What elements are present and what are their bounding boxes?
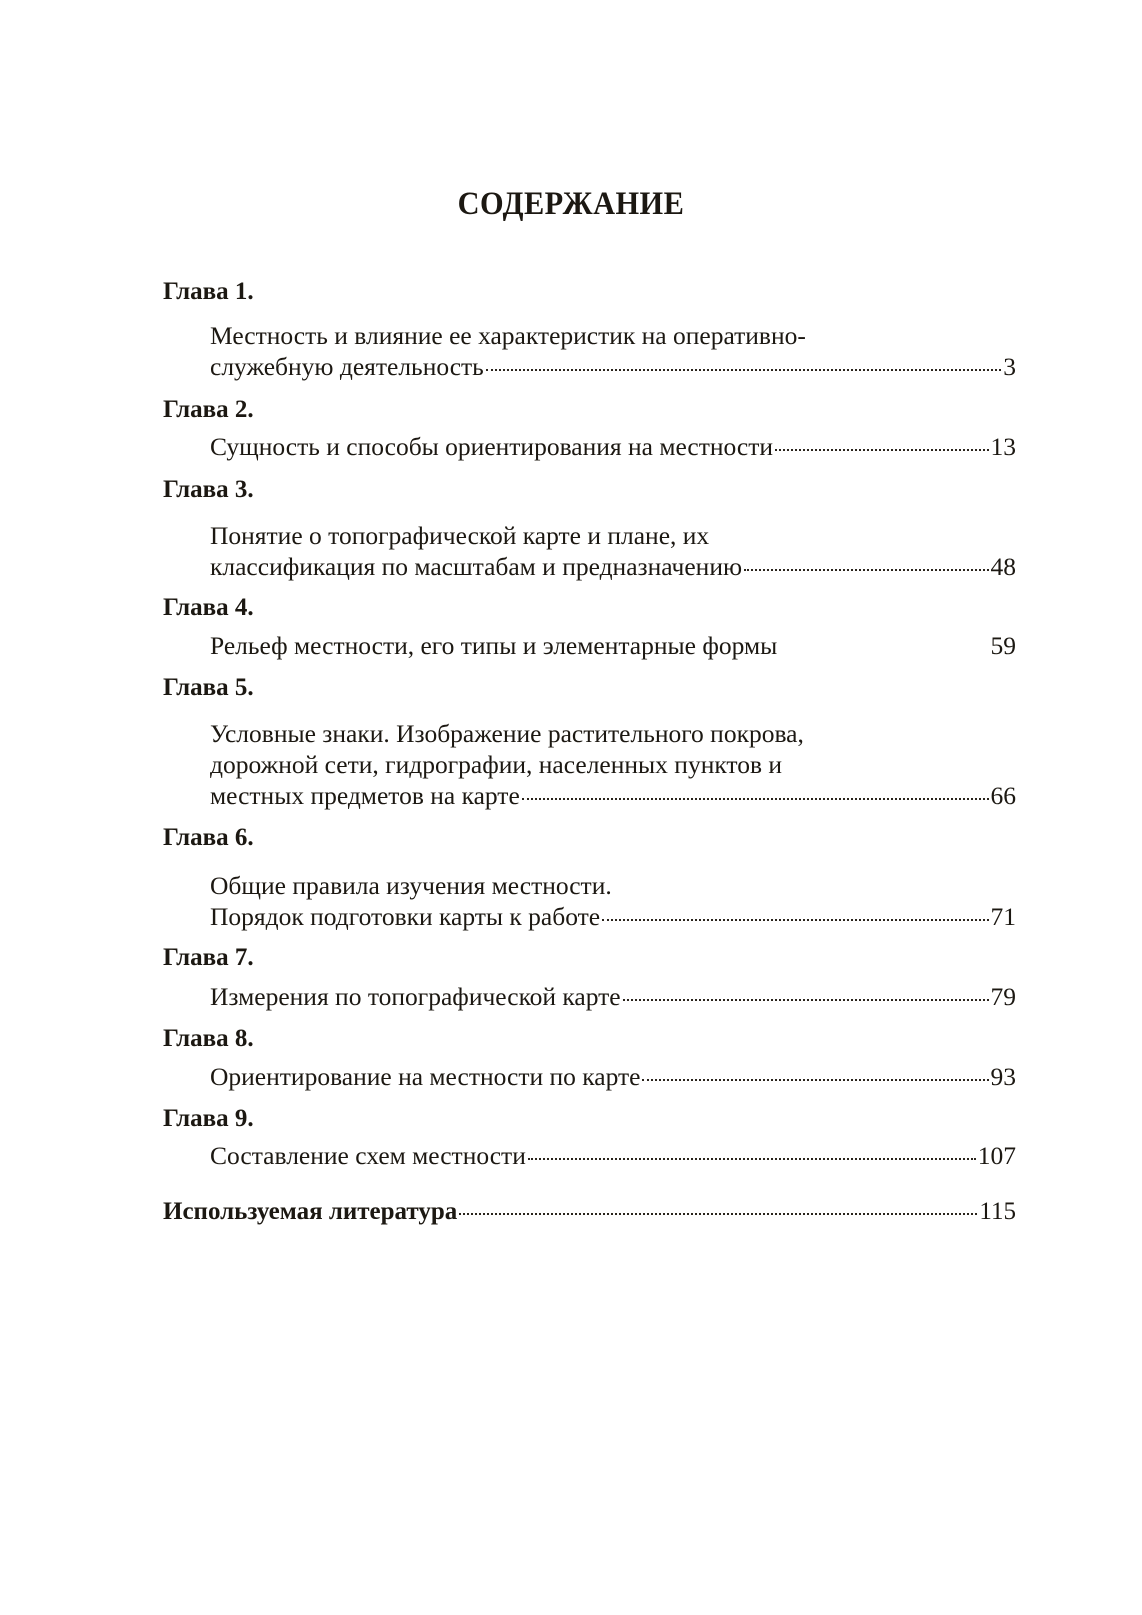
chapter-3-label: Глава 3. [163,476,254,503]
page-title: СОДЕРЖАНИЕ [457,186,685,222]
chapter-6-entry[interactable] [210,870,1016,932]
chapter-1-entry[interactable] [210,320,1016,382]
dot-leader [528,1158,976,1160]
entry-text: Понятие о топографической карте и плане, их [210,521,710,550]
entry-text: классификация по масштабам и предназначению [210,552,743,581]
page-number: 13 [990,432,1016,461]
entry-text: Порядок подготовки карты к работе [210,902,601,931]
page-number: 48 [990,552,1016,581]
chapter-4-label: Глава 4. [163,594,254,621]
dot-leader [744,569,988,571]
chapter-1-label: Глава 1. [163,278,254,305]
page-number: 107 [977,1141,1016,1170]
chapter-5-entry[interactable] [210,718,1016,811]
page-number: 71 [990,902,1016,931]
entry-text: дорожной сети, гидрографии, населенных пунктов и [210,750,783,779]
bibliography-entry[interactable] [163,1196,1016,1227]
page-number: 66 [990,781,1016,810]
chapter-4-entry[interactable] [210,630,1016,661]
chapter-6-label: Глава 6. [163,824,254,851]
chapter-2-entry[interactable] [210,431,1016,462]
page-number: 115 [979,1198,1016,1225]
entry-text: местных предметов на карте [210,781,520,810]
dot-leader [522,798,989,800]
chapter-9-entry[interactable] [210,1140,1016,1171]
entry-text: Рельеф местности, его типы и элементарные формы [210,631,778,660]
page-number: 79 [990,982,1016,1011]
entry-text: Общие правила изучения местности. [210,871,612,900]
entry-text: Сущность и способы ориентирования на местности [210,432,774,461]
dot-leader [775,449,988,451]
chapter-7-entry[interactable] [210,981,1016,1012]
chapter-8-label: Глава 8. [163,1025,254,1052]
chapter-7-label: Глава 7. [163,944,254,971]
chapter-3-entry[interactable] [210,520,1016,582]
entry-text: Условные знаки. Изображение растительного покрова, [210,719,804,748]
chapter-8-entry[interactable] [210,1061,1016,1092]
dot-leader [459,1213,977,1215]
entry-text: Измерения по топографической карте [210,982,621,1011]
bibliography-label: Используемая литература [163,1198,458,1225]
entry-text: Ориентирование на местности по карте [210,1062,641,1091]
dot-leader [642,1079,988,1081]
chapter-2-label: Глава 2. [163,396,254,423]
dot-leader [486,369,1001,371]
dot-leader [623,999,989,1001]
entry-text: служебную деятельность [210,352,484,381]
chapter-9-label: Глава 9. [163,1105,254,1132]
entry-text: Местность и влияние ее характеристик на оперативно- [210,321,806,350]
chapter-5-label: Глава 5. [163,674,254,701]
dot-leader [602,919,988,921]
page-number: 59 [990,631,1016,660]
page-number: 93 [990,1062,1016,1091]
page-number: 3 [1003,352,1016,381]
entry-text: Составление схем местности [210,1141,526,1170]
